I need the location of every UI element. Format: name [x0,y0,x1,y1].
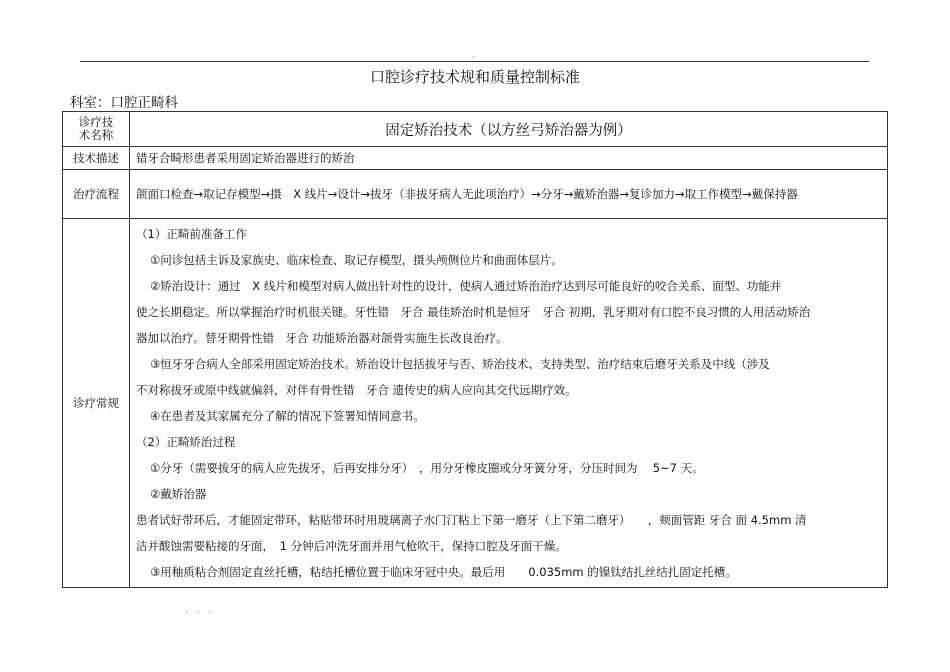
paragraph: ①问诊包括主诉及家族史、临床检查、取记存模型，摄头颅侧位片和曲面体层片。 [150,253,563,267]
paragraph: ②矫治设计：通过 X 线片和模型对病人做出针对性的设计，使病人通过矫治治疗达到尽可能良好的咬合关系、面型、功能并 [150,279,782,293]
paragraph: 不对称拔牙或原中线就偏斜，对伴有骨性错 牙合 遗传史的病人应向其交代远期疗效。 [136,383,577,397]
paragraph: 患者试好带环后，才能固定带环，粘贴带环时用玻璃离子水门汀粘上下第一磨牙（上下第二磨牙） ，颊面管距 牙合 面 4.5mm 清 [136,513,807,527]
paragraph: 洁并酸蚀需要粘接的牙面， 1 分钟后冲洗牙面并用气枪吹干，保持口腔及牙面干燥。 [136,539,567,553]
paragraph: ③恒牙牙合病人全部采用固定矫治技术。矫治设计包括拔牙与否、矫治技术、支持类型、治疗结束后磨牙关系及中线（涉及 [150,357,770,371]
document-title: 口腔诊疗技术规和质量控制标准 [369,68,580,86]
table-row [63,147,888,170]
table-row [63,170,888,219]
technique-description: 错牙合畸形患者采用固定矫治器进行的矫治 [130,147,888,170]
paragraph: ①分牙（需要拔牙的病人应先拔牙，后再安排分牙） ，用分牙橡皮圈或分牙簧分牙，分压时间为 5~7 天。 [150,461,704,475]
technique-name-cell: 固定矫治技术（以方丝弓矫治器为例） [130,112,888,147]
table-row [63,112,888,147]
paragraph: ④在患者及其家属充分了解的情况下签署知情同意书。 [150,409,425,423]
paragraph: 器加以治疗。替牙期骨性错 牙合 功能矫治器对颌骨实施生长改良治疗。 [136,331,508,345]
row-label: 诊疗常规 [63,219,130,588]
section-heading: （1）正畸前准备工作 [136,227,247,241]
header-rule [80,61,869,62]
paragraph: ②戴矫治器 [150,487,207,501]
treatment-flow: 颌面口检查→取记存模型→摄 X 线片→设计→拔牙（非拔牙病人无此项治疗）→分牙→戴矫治器→复诊加力→取工作模型→戴保持器 [130,170,888,219]
row-label [63,112,130,147]
paragraph: 使之长期稳定。所以掌握治疗时机很关键。牙性错 牙合 最佳矫治时机是恒牙 牙合 初期，乳牙期对有口腔不良习惯的人用活动矫治 [136,305,811,319]
paragraph: ③用釉质粘合剂固定直丝托槽，粘结托槽位置于临床牙冠中央。最后用 0.035mm 的镍钛结扎丝结扎固定托槽。 [150,565,737,579]
treatment-routine [130,219,888,588]
row-label-text: 诊疗技 术名称 [78,115,114,142]
standards-table [62,111,888,588]
department-label: 科室：口腔正畸科 [70,95,178,111]
section-heading: （2）正畸矫治过程 [136,435,236,449]
row-label: 治疗流程 [63,170,130,219]
top-dot: . [472,50,475,59]
table-row [63,219,888,588]
row-label: 技术描述 [63,147,130,170]
footer-dots: . . . [185,605,215,615]
